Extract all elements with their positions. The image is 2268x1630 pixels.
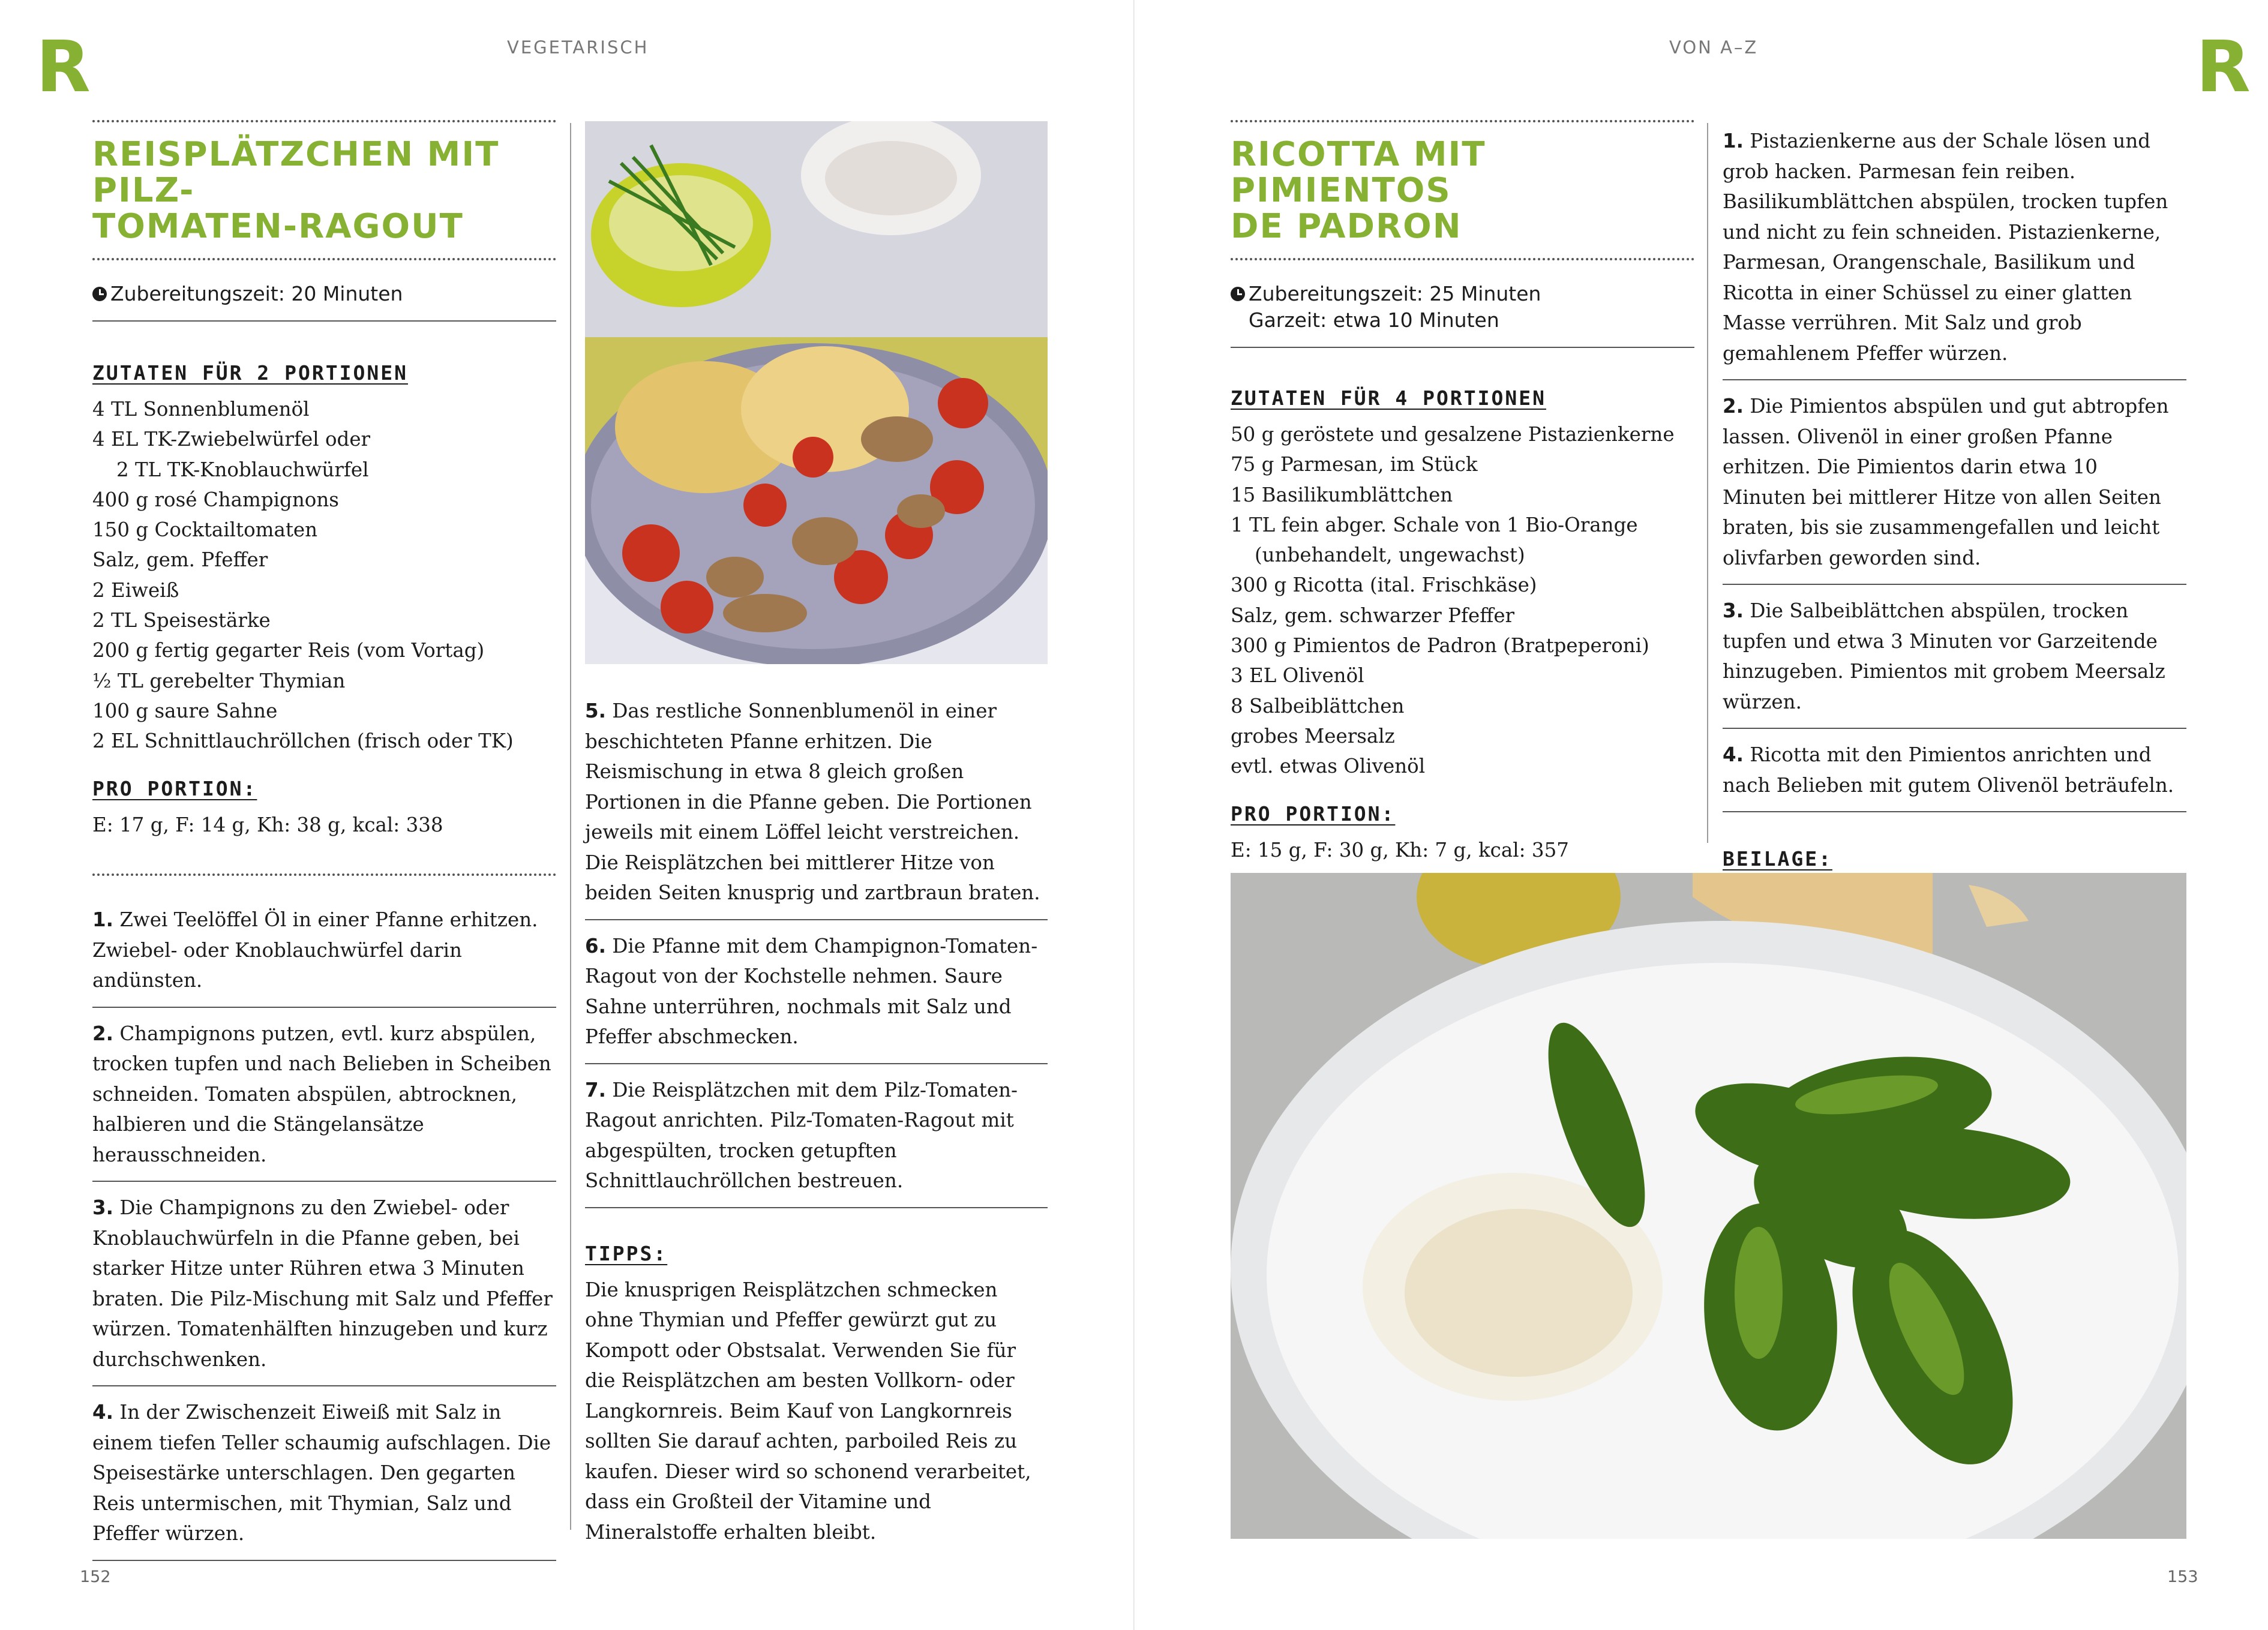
recipe1-ingredients-heading: ZUTATEN FÜR 2 PORTIONEN bbox=[92, 361, 408, 385]
recipe2-step: 4. Ricotta mit den Pimientos anrichten und nach Belieben mit gutem Olivenöl beträufeln. bbox=[1723, 743, 2174, 797]
ingredient-item: ½ TL gerebelter Thymian bbox=[92, 669, 346, 692]
ingredient-item: 2 Eiweiß bbox=[92, 578, 179, 602]
ingredient-item: 150 g Cocktailtomaten bbox=[92, 518, 318, 542]
photo-reisplaetzchen-art bbox=[585, 121, 1048, 664]
recipe1-tips-heading: TIPPS: bbox=[585, 1241, 668, 1265]
recipe1-step: 3. Die Champignons zu den Zwiebel- oder Knoblauchwürfeln in die Pfanne geben, bei starker Hitze unter Rühren etwa 3 Minuten braten. Die Pilz-Mischung mit Salz und Pfeffer würzen. Tomatenhälften hinzugeben und kurz durchschwenken. bbox=[92, 1196, 553, 1371]
recipe2-steps-column bbox=[1723, 126, 2186, 911]
recipe1-info-column bbox=[92, 120, 556, 1561]
photo-ricotta-pimientos-art bbox=[1231, 873, 2186, 1539]
divider bbox=[92, 120, 556, 122]
ingredient-item: 300 g Pimientos de Padron (Bratpeperoni) bbox=[1231, 634, 1649, 658]
recipe1-ingredients-list bbox=[92, 394, 556, 757]
recipe1-step: 1. Zwei Teelöffel Öl in einer Pfanne erhitzen. Zwiebel- oder Knoblauchwürfel darin andünsten. bbox=[92, 908, 538, 992]
recipe2-side-heading: BEILAGE: bbox=[1723, 847, 1832, 870]
ingredient-item: 300 g Ricotta (ital. Frischkäse) bbox=[1231, 574, 1537, 597]
ingredient-item: 200 g fertig gegarter Reis (vom Vortag) bbox=[92, 639, 485, 662]
page-number-right: 153 bbox=[2167, 1568, 2198, 1586]
recipe1-step: 2. Champignons putzen, evtl. kurz abspülen, trocken tupfen und nach Belieben in Scheiben schneiden. Tomaten abspülen, abtrocknen, halbieren und die Stängelansätze herausschneiden. bbox=[92, 1022, 551, 1166]
recipe2-step: 3. Die Salbeiblättchen abspülen, trocken tupfen und etwa 3 Minuten vor Garzeitende hinzugeben. Pimientos mit grobem Meersalz würzen. bbox=[1723, 599, 2165, 713]
ingredient-item: 4 TL Sonnenblumenöl bbox=[92, 398, 310, 421]
recipe2-info-column bbox=[1231, 120, 1694, 865]
ingredient-item: Salz, gem. schwarzer Pfeffer bbox=[1231, 604, 1515, 627]
ingredient-item: 4 EL TK-Zwiebelwürfel oder bbox=[92, 428, 371, 451]
recipe2-step: 1. Pistazienkerne aus der Schale lösen und grob hacken. Parmesan fein reiben. Basilikumblättchen abspülen, trocken tupfen und nicht zu fein schneiden. Pistazienkerne, Parmesan, Orangenschale, Basilikum und Ricotta in einer Schüssel zu einer glatten Masse verrühren. Mit Salz und grob gemahlenem Pfeffer würzen. bbox=[1723, 130, 2168, 365]
column-divider bbox=[570, 123, 571, 1530]
divider bbox=[92, 320, 556, 322]
running-header-left: VEGETARISCH bbox=[507, 37, 649, 58]
recipe1-step: 7. Die Reisplätzchen mit dem Pilz-Tomaten-Ragout anrichten. Pilz-Tomaten-Ragout mit abgespülten, trocken getupften Schnittlauchröllchen bestreuen. bbox=[585, 1078, 1018, 1192]
clock-icon bbox=[1231, 287, 1245, 301]
recipe1-time: Zubereitungszeit: 20 Minuten bbox=[92, 260, 556, 320]
ingredient-item: 8 Salbeiblättchen bbox=[1231, 694, 1405, 718]
divider bbox=[1723, 811, 2186, 812]
ingredient-item: (unbehandelt, ungewachst) bbox=[1255, 544, 1525, 567]
divider bbox=[92, 873, 556, 876]
ingredient-item: 2 EL Schnittlauchröllchen (frisch oder TK) bbox=[92, 730, 514, 753]
recipe2-ingredients-heading: ZUTATEN FÜR 4 PORTIONEN bbox=[1231, 386, 1546, 410]
recipe1-step: 4. In der Zwischenzeit Eiweiß mit Salz in einem tiefen Teller schaumig aufschlagen. Die Speisestärke unterschlagen. Den gegarten Reis untermischen, mit Thymian, Salz und Pfeffer würzen. bbox=[92, 1401, 551, 1545]
ingredient-item: 100 g saure Sahne bbox=[92, 699, 278, 722]
clock-icon bbox=[92, 287, 107, 301]
recipe1-steps-part2 bbox=[585, 696, 1048, 1547]
recipe1-portion-values: E: 17 g, F: 14 g, Kh: 38 g, kcal: 338 bbox=[92, 813, 443, 836]
ingredient-item: grobes Meersalz bbox=[1231, 724, 1395, 748]
recipe2-step: 2. Die Pimientos abspülen und gut abtropfen lassen. Olivenöl in einer großen Pfanne erhitzen. Die Pimientos darin etwa 10 Minuten bei mittlerer Hitze von allen Seiten braten, bis sie zusammengefallen und leicht olivfarben geworden sind. bbox=[1723, 395, 2169, 569]
recipe1-tips-text: Die knusprigen Reisplätzchen schmecken ohne Thymian und Pfeffer gewürzt gut zu Kompott oder Obstsalat. Verwenden Sie für die Reisplätzchen am besten Vollkorn- oder Langkornreis. Beim Kauf von Langkornreis sollten Sie darauf achten, parboiled Reis zu kaufen. Dieser wird so schonend verarbeitet, dass ein Großteil der Vitamine und Mineralstoffe erhalten bleibt. bbox=[585, 1278, 1031, 1544]
divider bbox=[1231, 347, 1694, 348]
ingredient-item: 15 Basilikumblättchen bbox=[1231, 483, 1453, 506]
photo-ricotta-pimientos bbox=[1231, 873, 2186, 1539]
recipe2-title: RICOTTA MIT PIMIENTOS DE PADRON bbox=[1231, 135, 1486, 246]
ingredient-item: 400 g rosé Champignons bbox=[92, 488, 339, 511]
ingredient-item: Salz, gem. Pfeffer bbox=[92, 548, 268, 572]
section-letter-left: R bbox=[36, 25, 91, 108]
ingredient-item: 75 g Parmesan, im Stück bbox=[1231, 453, 1478, 476]
ingredient-item: 3 EL Olivenöl bbox=[1231, 664, 1364, 688]
section-letter-right: R bbox=[2196, 25, 2251, 108]
recipe1-steps-part1 bbox=[92, 905, 556, 1561]
recipe2-portion-heading: PRO PORTION: bbox=[1231, 802, 1396, 825]
recipe1-step: 5. Das restliche Sonnenblumenöl in einer beschichteten Pfanne erhitzen. Die Reismischung in etwa 8 gleich großen Portionen in die Pfanne geben. Die Portionen jeweils mit einem Löffel leicht verstreichen. Die Reisplätzchen bei mittlerer Hitze von beiden Seiten knusprig und zartbraun braten. bbox=[585, 700, 1040, 904]
ingredient-item: 2 TL Speisestärke bbox=[92, 609, 271, 632]
divider bbox=[585, 1207, 1048, 1208]
recipe2-portion-values: E: 15 g, F: 30 g, Kh: 7 g, kcal: 357 bbox=[1231, 838, 1569, 861]
ingredient-item: 2 TL TK-Knoblauchwürfel bbox=[116, 458, 369, 481]
recipe1-step: 6. Die Pfanne mit dem Champignon-Tomaten-Ragout von der Kochstelle nehmen. Saure Sahne unterrühren, nochmals mit Salz und Pfeffer abschmecken. bbox=[585, 934, 1038, 1048]
running-header-right: VON A–Z bbox=[1669, 37, 1759, 58]
page-number-left: 152 bbox=[80, 1568, 111, 1586]
ingredient-item: evtl. etwas Olivenöl bbox=[1231, 755, 1426, 778]
ingredient-item: 50 g geröstete und gesalzene Pistazienkerne bbox=[1231, 423, 1675, 446]
divider bbox=[92, 1560, 556, 1561]
column-divider bbox=[1707, 123, 1708, 843]
recipe1-title: REISPLÄTZCHEN MIT PILZ- TOMATEN-RAGOUT bbox=[92, 135, 500, 246]
recipe2-ingredients-list bbox=[1231, 419, 1694, 782]
photo-reisplaetzchen bbox=[585, 121, 1048, 664]
divider bbox=[1231, 120, 1694, 122]
ingredient-item: 1 TL fein abger. Schale von 1 Bio-Orange bbox=[1231, 513, 1638, 536]
book-spine bbox=[1133, 0, 1135, 1630]
recipe1-portion-heading: PRO PORTION: bbox=[92, 776, 257, 800]
recipe2-time: Zubereitungszeit: 25 Minuten Garzeit: etwa 10 Minuten bbox=[1231, 260, 1694, 347]
